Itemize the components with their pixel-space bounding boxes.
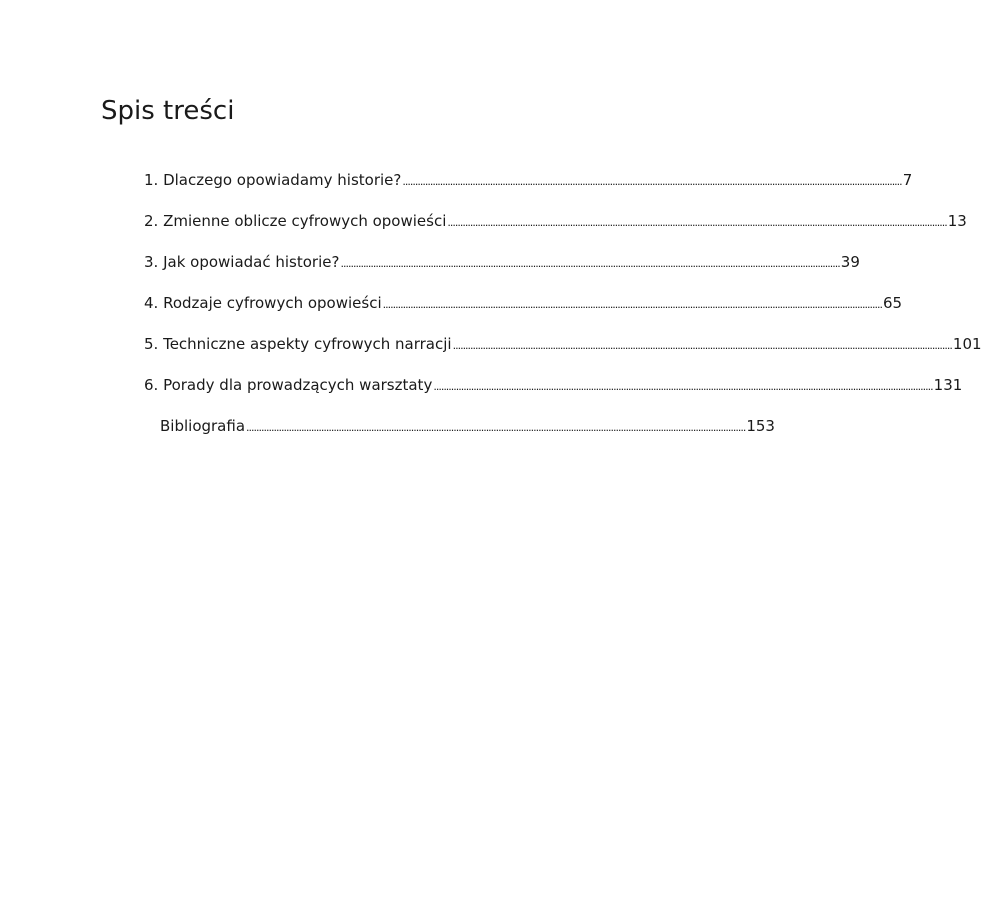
toc-leader-dots: ........................................................................................................................................................................................................ bbox=[452, 339, 952, 352]
toc-entry-bibliography[interactable] bbox=[144, 416, 775, 457]
toc-entry[interactable] bbox=[144, 293, 903, 334]
toc-leader-dots: ........................................................................................................................................................................................................ bbox=[433, 380, 933, 393]
toc-entry-title: 4. Rodzaje cyfrowych opowieści bbox=[144, 294, 382, 312]
toc-leader-dots: ........................................................................................................................................................................................................ bbox=[447, 216, 947, 229]
toc-leader-dots: ........................................................................................................................................................................................................ bbox=[402, 175, 902, 188]
table-of-contents bbox=[144, 170, 982, 457]
toc-entry-title: 3. Jak opowiadać historie? bbox=[144, 253, 340, 271]
toc-entry-title: 2. Zmienne oblicze cyfrowych opowieści bbox=[144, 212, 447, 230]
toc-entry-title: 1. Dlaczego opowiadamy historie? bbox=[144, 171, 402, 189]
toc-entry-page: 153 bbox=[746, 417, 775, 435]
toc-entry-title: 5. Techniczne aspekty cyfrowych narracji bbox=[144, 335, 452, 353]
toc-leader-dots: ........................................................................................................................................................................................................ bbox=[382, 298, 882, 311]
toc-entry[interactable] bbox=[144, 170, 913, 211]
toc-entry-page: 131 bbox=[933, 376, 963, 394]
toc-leader-dots: ........................................................................................................................................................................................................ bbox=[246, 421, 746, 434]
toc-entry-page: 101 bbox=[952, 335, 982, 353]
toc-entry[interactable] bbox=[144, 252, 860, 293]
toc-entry[interactable] bbox=[144, 211, 967, 252]
page-title: Spis treści bbox=[101, 96, 235, 126]
toc-entry-page: 13 bbox=[947, 212, 967, 230]
toc-entry[interactable] bbox=[144, 375, 963, 416]
toc-entry-page: 39 bbox=[840, 253, 860, 271]
toc-leader-dots: ........................................................................................................................................................................................................ bbox=[340, 257, 840, 270]
toc-entry-page: 7 bbox=[902, 171, 913, 189]
toc-entry-page: 65 bbox=[882, 294, 903, 312]
toc-entry[interactable] bbox=[144, 334, 982, 375]
toc-entry-title: Bibliografia bbox=[160, 417, 246, 435]
toc-entry-title: 6. Porady dla prowadzących warsztaty bbox=[144, 376, 433, 394]
